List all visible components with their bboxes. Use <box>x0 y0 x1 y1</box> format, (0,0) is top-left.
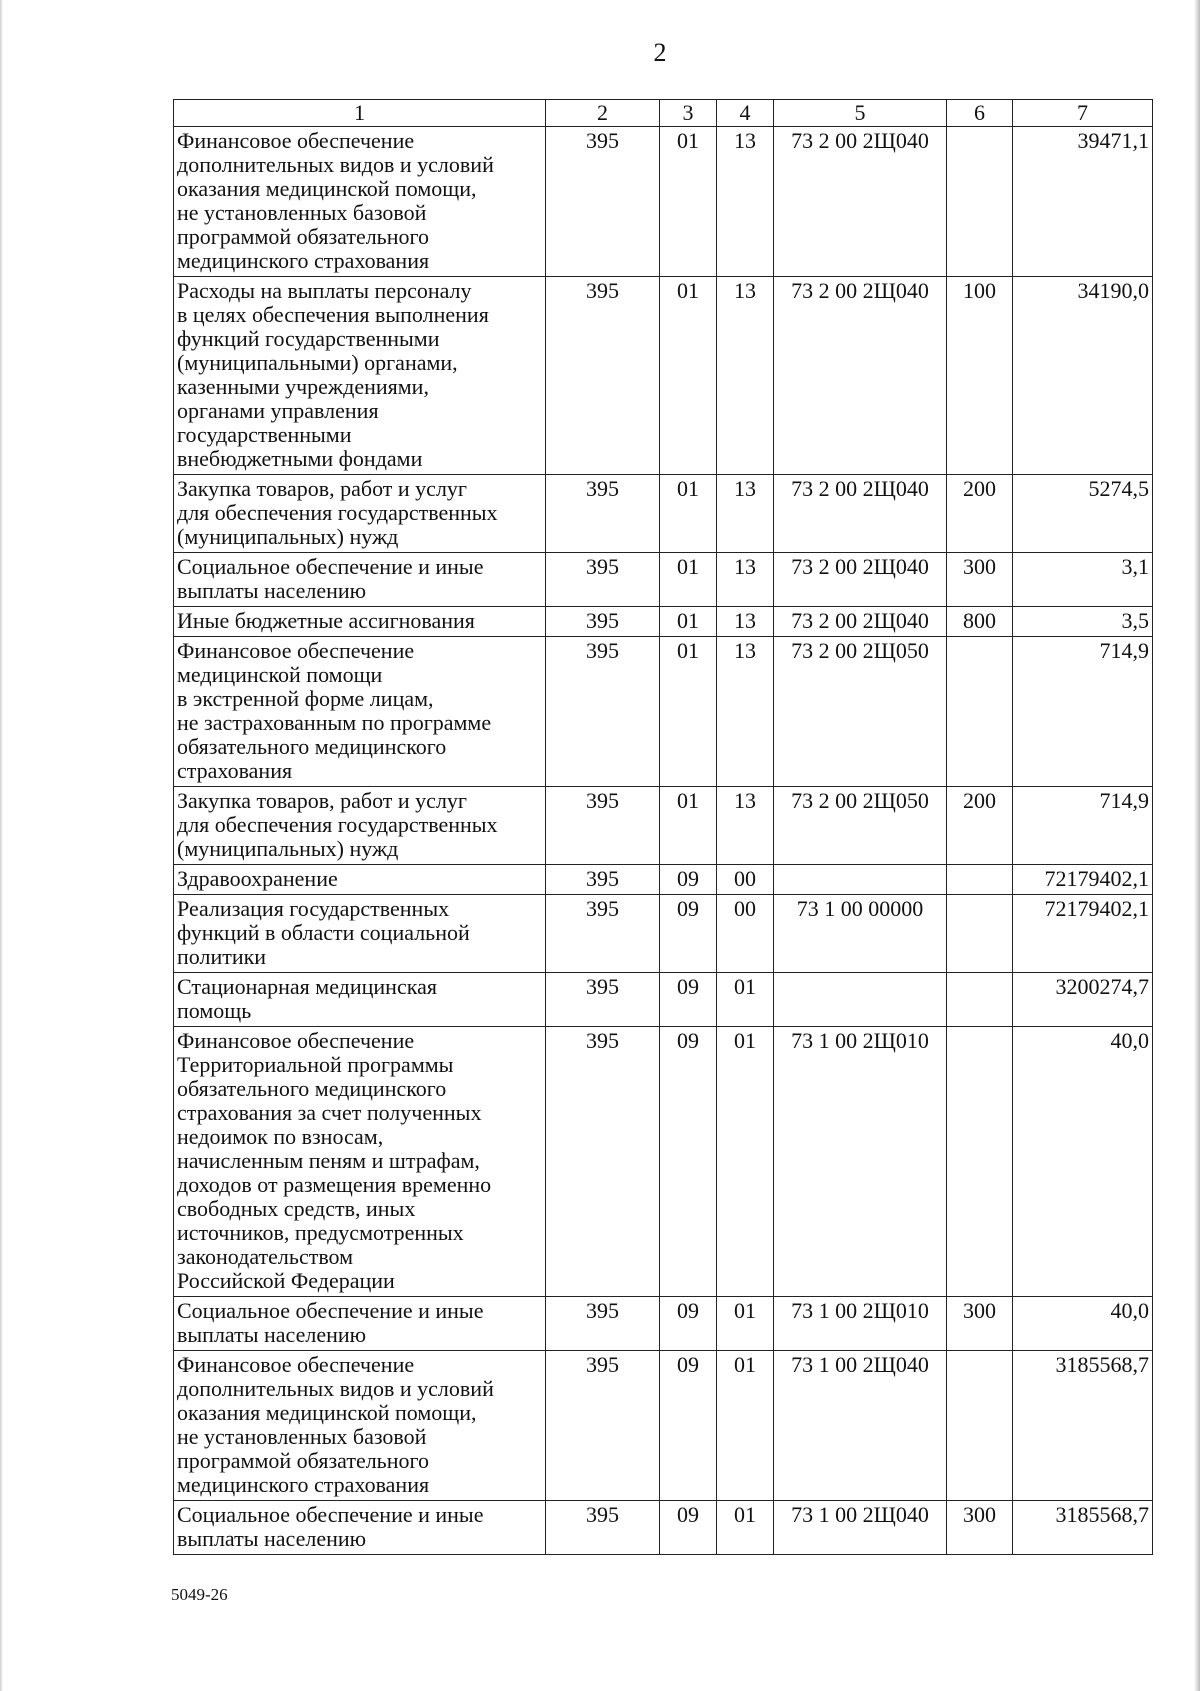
cell-col-3: 01 <box>660 637 717 787</box>
cell-col-5: 73 2 00 2Щ040 <box>774 475 947 553</box>
cell-col-3: 09 <box>660 1501 717 1555</box>
cell-col-5 <box>774 865 947 895</box>
cell-col-4: 13 <box>717 637 774 787</box>
table-row <box>174 973 1153 1027</box>
column-header: 4 <box>717 100 774 127</box>
cell-col-4: 13 <box>717 553 774 607</box>
cell-col-4: 13 <box>717 277 774 475</box>
cell-col-2: 395 <box>546 475 660 553</box>
cell-col-3: 09 <box>660 865 717 895</box>
table-row <box>174 787 1153 865</box>
cell-col-5: 73 2 00 2Щ040 <box>774 277 947 475</box>
column-header: 3 <box>660 100 717 127</box>
cell-col-5: 73 2 00 2Щ040 <box>774 127 947 277</box>
scan-edge-left <box>0 0 3 1691</box>
cell-col-5: 73 1 00 2Щ040 <box>774 1351 947 1501</box>
cell-col-3: 09 <box>660 1027 717 1297</box>
cell-col-2: 395 <box>546 637 660 787</box>
cell-name: Иные бюджетные ассигнования <box>174 607 546 637</box>
cell-name: Расходы на выплаты персоналу в целях обеспечения выполнения функций государственными (муниципальными) органами, казенными учреждениями, органами управления государственными внебюджетными фондами <box>174 277 546 475</box>
cell-amount: 3,5 <box>1013 607 1153 637</box>
cell-col-4: 13 <box>717 787 774 865</box>
cell-col-3: 01 <box>660 127 717 277</box>
cell-col-6 <box>947 127 1013 277</box>
cell-col-4: 00 <box>717 865 774 895</box>
cell-col-2: 395 <box>546 1501 660 1555</box>
cell-amount: 3,1 <box>1013 553 1153 607</box>
cell-col-6: 800 <box>947 607 1013 637</box>
cell-col-5: 73 1 00 2Щ010 <box>774 1027 947 1297</box>
cell-amount: 3185568,7 <box>1013 1351 1153 1501</box>
table-row <box>174 475 1153 553</box>
cell-name: Финансовое обеспечение Территориальной программы обязательного медицинского страхования за счет полученных недоимок по взносам, начисленным пеням и штрафам, доходов от размещения временно свободных средств, иных источников, предусмотренных законодательством Российской Федерации <box>174 1027 546 1297</box>
table-row <box>174 865 1153 895</box>
cell-name: Реализация государственных функций в области социальной политики <box>174 895 546 973</box>
cell-col-2: 395 <box>546 787 660 865</box>
cell-col-2: 395 <box>546 1027 660 1297</box>
cell-col-6: 300 <box>947 1297 1013 1351</box>
cell-amount: 72179402,1 <box>1013 895 1153 973</box>
table-row <box>174 1297 1153 1351</box>
cell-name: Закупка товаров, работ и услуг для обеспечения государственных (муниципальных) нужд <box>174 475 546 553</box>
cell-col-4: 01 <box>717 973 774 1027</box>
cell-col-6: 200 <box>947 475 1013 553</box>
cell-name: Финансовое обеспечение медицинской помощи в экстренной форме лицам, не застрахованным по программе обязательного медицинского страхования <box>174 637 546 787</box>
cell-col-6 <box>947 1027 1013 1297</box>
cell-col-3: 01 <box>660 553 717 607</box>
column-header: 2 <box>546 100 660 127</box>
cell-col-4: 13 <box>717 475 774 553</box>
cell-col-3: 09 <box>660 895 717 973</box>
cell-col-3: 01 <box>660 787 717 865</box>
document-code: 5049-26 <box>171 1585 228 1604</box>
cell-col-3: 09 <box>660 973 717 1027</box>
cell-col-6: 200 <box>947 787 1013 865</box>
cell-col-2: 395 <box>546 1297 660 1351</box>
cell-col-3: 01 <box>660 607 717 637</box>
cell-col-6 <box>947 1351 1013 1501</box>
cell-amount: 40,0 <box>1013 1297 1153 1351</box>
cell-amount: 40,0 <box>1013 1027 1153 1297</box>
cell-col-2: 395 <box>546 553 660 607</box>
cell-col-3: 09 <box>660 1297 717 1351</box>
cell-col-4: 01 <box>717 1351 774 1501</box>
cell-col-2: 395 <box>546 973 660 1027</box>
cell-amount: 714,9 <box>1013 787 1153 865</box>
column-header: 1 <box>174 100 546 127</box>
cell-amount: 3185568,7 <box>1013 1501 1153 1555</box>
cell-amount: 39471,1 <box>1013 127 1153 277</box>
cell-name: Социальное обеспечение и иные выплаты населению <box>174 553 546 607</box>
cell-col-2: 395 <box>546 865 660 895</box>
scan-edge-right <box>1194 0 1200 1691</box>
cell-col-4: 13 <box>717 127 774 277</box>
cell-col-2: 395 <box>546 895 660 973</box>
table-header-row <box>174 100 1153 127</box>
cell-col-4: 01 <box>717 1027 774 1297</box>
table-body <box>174 127 1153 1555</box>
cell-col-6: 300 <box>947 553 1013 607</box>
budget-table <box>173 99 1153 1555</box>
cell-col-5: 73 2 00 2Щ050 <box>774 637 947 787</box>
cell-col-5 <box>774 973 947 1027</box>
table-row <box>174 895 1153 973</box>
table-row <box>174 607 1153 637</box>
cell-amount: 72179402,1 <box>1013 865 1153 895</box>
column-header: 5 <box>774 100 947 127</box>
cell-name: Социальное обеспечение и иные выплаты населению <box>174 1501 546 1555</box>
cell-col-4: 01 <box>717 1501 774 1555</box>
table-row <box>174 553 1153 607</box>
table-row <box>174 1351 1153 1501</box>
table-row <box>174 637 1153 787</box>
cell-col-5: 73 1 00 00000 <box>774 895 947 973</box>
cell-col-6 <box>947 865 1013 895</box>
cell-col-2: 395 <box>546 127 660 277</box>
table-row <box>174 1501 1153 1555</box>
page-number: 2 <box>653 38 667 67</box>
cell-col-3: 09 <box>660 1351 717 1501</box>
cell-col-5: 73 1 00 2Щ010 <box>774 1297 947 1351</box>
cell-amount: 714,9 <box>1013 637 1153 787</box>
cell-col-5: 73 2 00 2Щ040 <box>774 553 947 607</box>
cell-col-4: 00 <box>717 895 774 973</box>
cell-col-6: 100 <box>947 277 1013 475</box>
cell-col-5: 73 1 00 2Щ040 <box>774 1501 947 1555</box>
cell-name: Социальное обеспечение и иные выплаты населению <box>174 1297 546 1351</box>
cell-name: Закупка товаров, работ и услуг для обеспечения государственных (муниципальных) нужд <box>174 787 546 865</box>
cell-amount: 34190,0 <box>1013 277 1153 475</box>
cell-col-5: 73 2 00 2Щ040 <box>774 607 947 637</box>
table-row <box>174 1027 1153 1297</box>
cell-col-2: 395 <box>546 1351 660 1501</box>
cell-col-6 <box>947 973 1013 1027</box>
cell-col-5: 73 2 00 2Щ050 <box>774 787 947 865</box>
cell-col-6 <box>947 895 1013 973</box>
cell-col-6: 300 <box>947 1501 1013 1555</box>
cell-name: Стационарная медицинская помощь <box>174 973 546 1027</box>
cell-col-4: 13 <box>717 607 774 637</box>
cell-name: Здравоохранение <box>174 865 546 895</box>
table-row <box>174 277 1153 475</box>
cell-col-3: 01 <box>660 277 717 475</box>
column-header: 7 <box>1013 100 1153 127</box>
cell-col-6 <box>947 637 1013 787</box>
cell-col-2: 395 <box>546 277 660 475</box>
cell-col-4: 01 <box>717 1297 774 1351</box>
cell-col-2: 395 <box>546 607 660 637</box>
cell-col-3: 01 <box>660 475 717 553</box>
cell-name: Финансовое обеспечение дополнительных видов и условий оказания медицинской помощи, не установленных базовой программой обязательного медицинского страхования <box>174 1351 546 1501</box>
column-header: 6 <box>947 100 1013 127</box>
cell-amount: 3200274,7 <box>1013 973 1153 1027</box>
cell-amount: 5274,5 <box>1013 475 1153 553</box>
table-row <box>174 127 1153 277</box>
cell-name: Финансовое обеспечение дополнительных видов и условий оказания медицинской помощи, не установленных базовой программой обязательного медицинского страхования <box>174 127 546 277</box>
